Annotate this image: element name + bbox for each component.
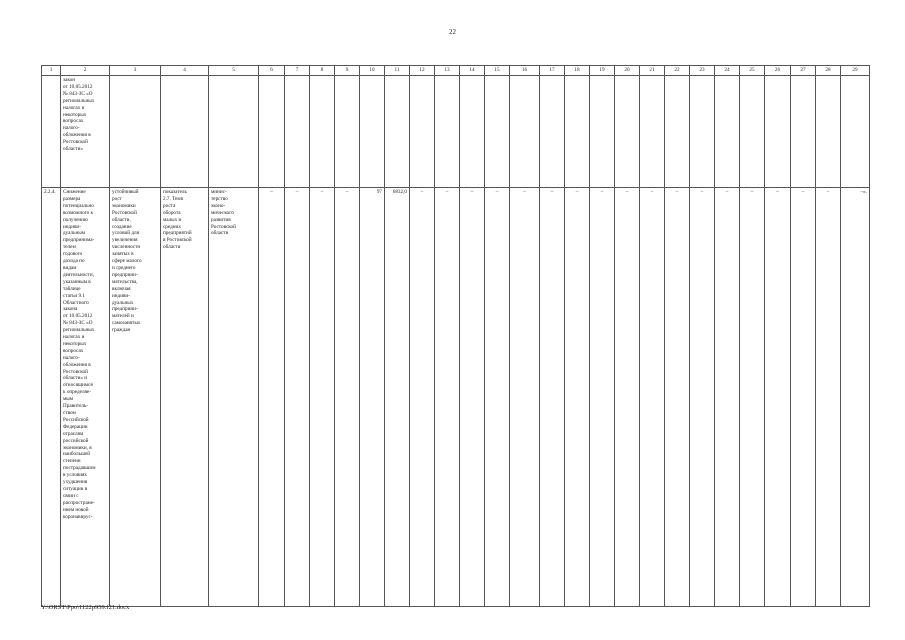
column-header-29: 29 bbox=[841, 66, 870, 76]
value-c20: – bbox=[615, 188, 640, 607]
cell-text-line: самозанятых bbox=[112, 320, 141, 327]
cell-text-line: предприни- bbox=[112, 306, 138, 313]
cell-text-line: индиви- bbox=[63, 223, 81, 230]
column-header-28: 28 bbox=[816, 66, 841, 76]
cell-text-line: обложения в bbox=[63, 132, 91, 139]
column-header-17: 17 bbox=[540, 66, 565, 76]
column-header-4: 4 bbox=[161, 66, 209, 76]
cell-text-line: некоторых bbox=[63, 340, 87, 347]
page-number: 22 bbox=[449, 28, 456, 36]
cell-text-line: распростране- bbox=[63, 499, 95, 506]
cell-text-line: от 10.05.2012 bbox=[63, 313, 93, 320]
cell-text-line: размера bbox=[63, 195, 81, 202]
cell-text-line: вопросах bbox=[63, 118, 84, 125]
cell-text-line: Ростовской bbox=[112, 209, 137, 216]
column-header-22: 22 bbox=[665, 66, 690, 76]
value-c29: –». bbox=[841, 188, 870, 607]
cell-text-line: статьи 9.1 bbox=[63, 292, 85, 299]
cell-text-line: региональных bbox=[63, 327, 95, 334]
cell-text-line: налого- bbox=[63, 125, 80, 132]
value-c27: – bbox=[791, 188, 816, 607]
cell-text-line: № 843-ЗС «О bbox=[63, 320, 93, 327]
cell-text-line: коронавирус- bbox=[63, 513, 93, 520]
value-c8: – bbox=[310, 188, 335, 607]
cell-text-line: оборота bbox=[163, 209, 181, 216]
value-c22: – bbox=[665, 188, 690, 607]
cell-text-line: области bbox=[163, 244, 181, 251]
cell-text-line: обложения в bbox=[63, 361, 91, 368]
value-c16: – bbox=[510, 188, 540, 607]
value-c19: – bbox=[590, 188, 615, 607]
cell-text-line: занятых в bbox=[112, 251, 134, 258]
cont-cell-3 bbox=[110, 76, 161, 188]
cell-text-line: налогах и bbox=[63, 104, 85, 111]
measure-name-cell bbox=[61, 188, 110, 607]
cell-text-line: вопросах bbox=[63, 347, 84, 354]
value-c26: – bbox=[765, 188, 791, 607]
table-row bbox=[42, 188, 870, 607]
cont-cell-2 bbox=[61, 76, 110, 188]
cell-text-line: таблице bbox=[63, 285, 81, 292]
cell-text-line: Снижение bbox=[63, 189, 86, 195]
cell-text-line: мателей и bbox=[112, 313, 134, 320]
column-header-1: 1 bbox=[42, 66, 61, 76]
header-row bbox=[42, 66, 870, 76]
column-header-12: 12 bbox=[410, 66, 435, 76]
cell-text-line: Российской bbox=[63, 416, 89, 423]
cell-text-line: предприни- bbox=[112, 271, 138, 278]
cell-text-line: увеличения bbox=[112, 237, 138, 244]
column-header-9: 9 bbox=[335, 66, 360, 76]
cell-text-line: дуальным bbox=[63, 230, 86, 237]
cell-text-line: мым bbox=[63, 396, 74, 403]
cell-text-line: эконо- bbox=[211, 202, 226, 209]
column-header-23: 23 bbox=[690, 66, 715, 76]
cell-text-line: 2.7. Темп bbox=[163, 195, 184, 202]
cell-text-line: региональных bbox=[63, 97, 95, 104]
cell-text-line: предпринима- bbox=[63, 237, 95, 244]
cell-text-line: ситуации в bbox=[63, 485, 88, 492]
cell-text-line: степени bbox=[63, 458, 81, 465]
value-c17: – bbox=[540, 188, 565, 607]
cell-text-line: указанным в bbox=[63, 278, 91, 285]
cell-text-line: некоторых bbox=[63, 111, 87, 118]
column-header-25: 25 bbox=[740, 66, 765, 76]
column-header-16: 16 bbox=[510, 66, 540, 76]
cell-text-line: Правитель- bbox=[63, 403, 89, 410]
column-header-14: 14 bbox=[460, 66, 485, 76]
cell-text-line: Областного bbox=[63, 299, 89, 306]
cell-text-line: предприятий bbox=[163, 230, 192, 237]
value-c14: – bbox=[460, 188, 485, 607]
value-c18: – bbox=[565, 188, 590, 607]
column-header-11: 11 bbox=[385, 66, 410, 76]
cell-text-line: налогах и bbox=[63, 334, 85, 341]
value-c15: – bbox=[485, 188, 510, 607]
cell-text-line: численности bbox=[112, 244, 141, 251]
column-header-15: 15 bbox=[485, 66, 510, 76]
column-header-2: 2 bbox=[61, 66, 110, 76]
column-header-5: 5 bbox=[209, 66, 259, 76]
cell-text-line: закон bbox=[63, 77, 75, 83]
cell-text-line: возможного к bbox=[63, 209, 94, 216]
cell-text-line: № 843-ЗС «О bbox=[63, 90, 93, 97]
column-header-3: 3 bbox=[110, 66, 161, 76]
cell-text-line: мательства, bbox=[112, 278, 138, 285]
cell-text-line: относящимся bbox=[63, 382, 93, 389]
column-header-13: 13 bbox=[435, 66, 460, 76]
cell-text-line: пострадавшим bbox=[63, 465, 96, 472]
cell-text-line: к определяе- bbox=[63, 389, 91, 396]
cell-text-line: от 10.05.2012 bbox=[63, 83, 93, 90]
continuation-row bbox=[42, 76, 870, 188]
cell-text-line: и среднего bbox=[112, 264, 136, 271]
cell-text-line: условий для bbox=[112, 230, 139, 237]
cell-text-line: Ростовской bbox=[211, 223, 236, 230]
column-header-24: 24 bbox=[715, 66, 740, 76]
column-header-7: 7 bbox=[285, 66, 310, 76]
cell-text-line: Федерации bbox=[63, 423, 88, 430]
value-c9: – bbox=[335, 188, 360, 607]
cell-text-line: создание bbox=[112, 223, 132, 230]
cell-text-line: включая bbox=[112, 285, 131, 292]
cell-text-line: развития bbox=[211, 216, 231, 223]
cell-text-line: минис- bbox=[211, 189, 227, 195]
cell-text-line: показатель bbox=[163, 189, 187, 195]
column-header-21: 21 bbox=[640, 66, 665, 76]
value-c23: – bbox=[690, 188, 715, 607]
value-c7: – bbox=[285, 188, 310, 607]
value-c24: – bbox=[715, 188, 740, 607]
cell-text-line: видам bbox=[63, 264, 77, 271]
goal-cell bbox=[110, 188, 161, 607]
data-table bbox=[41, 65, 870, 607]
cell-text-line: средних bbox=[163, 223, 181, 230]
cell-text-line: ством bbox=[63, 410, 76, 416]
indicator-cell bbox=[161, 188, 209, 607]
value-c13: – bbox=[435, 188, 460, 607]
value-c28: – bbox=[816, 188, 841, 607]
cell-text-line: экономики, в bbox=[63, 444, 92, 451]
column-header-6: 6 bbox=[259, 66, 285, 76]
cont-cell-1 bbox=[42, 76, 61, 188]
cell-text-line: телем bbox=[63, 244, 76, 251]
cell-text-line: роста bbox=[163, 202, 176, 209]
cell-text-line: российской bbox=[63, 437, 89, 444]
cell-text-line: закона bbox=[63, 306, 78, 313]
column-header-10: 10 bbox=[360, 66, 385, 76]
value-c11: 6832,0 bbox=[385, 188, 410, 607]
row-number: 2.2.4. bbox=[42, 188, 61, 607]
column-header-26: 26 bbox=[765, 66, 791, 76]
column-header-27: 27 bbox=[791, 66, 816, 76]
cell-text-line: малых и bbox=[163, 216, 182, 223]
cell-text-line: индиви- bbox=[112, 292, 130, 299]
cell-text-line: отраслям bbox=[63, 430, 84, 437]
cell-text-line: Ростовской bbox=[63, 368, 88, 375]
cell-text-line: связи с bbox=[63, 492, 79, 499]
cell-text-line: экономики bbox=[112, 202, 136, 209]
cell-text-line: области bbox=[211, 230, 229, 237]
column-header-19: 19 bbox=[590, 66, 615, 76]
cell-text-line: Ростовской bbox=[63, 139, 88, 146]
cont-cell-5 bbox=[209, 76, 259, 188]
column-header-18: 18 bbox=[565, 66, 590, 76]
value-c25: – bbox=[740, 188, 765, 607]
file-path-footer: Y:\ORST\Ppo\1122p959.f21.docx bbox=[41, 604, 130, 611]
cell-text-line: деятельности, bbox=[63, 271, 94, 278]
cell-text-line: потенциально bbox=[63, 202, 94, 209]
value-c21: – bbox=[640, 188, 665, 607]
cell-text-line: ухудшения bbox=[63, 479, 88, 486]
cell-text-line: граждан bbox=[112, 327, 131, 334]
column-header-20: 20 bbox=[615, 66, 640, 76]
cell-text-line: годового bbox=[63, 251, 83, 258]
cell-text-line: дохода по bbox=[63, 258, 85, 265]
cell-text-line: мического bbox=[211, 209, 234, 216]
cell-text-line: рост bbox=[112, 195, 122, 202]
cell-text-line: налого- bbox=[63, 354, 80, 361]
cell-text-line: устойчивый bbox=[112, 189, 139, 195]
cell-text-line: наибольшей bbox=[63, 451, 91, 458]
cell-text-line: дуальных bbox=[112, 299, 134, 306]
cell-text-line: области» и bbox=[63, 375, 88, 382]
cell-text-line: области, bbox=[112, 216, 131, 223]
cell-text-line: в Ростовской bbox=[163, 237, 192, 244]
cell-text-line: получению bbox=[63, 216, 88, 223]
cell-text-line: нием новой bbox=[63, 506, 89, 513]
cell-text-line: в условиях bbox=[63, 472, 88, 479]
value-c12: – bbox=[410, 188, 435, 607]
value-c10: 97 bbox=[360, 188, 385, 607]
cell-text-line: сфере малого bbox=[112, 258, 142, 265]
cont-cell-4 bbox=[161, 76, 209, 188]
curator-cell bbox=[209, 188, 259, 607]
cell-text-line: области» bbox=[63, 146, 83, 153]
column-header-8: 8 bbox=[310, 66, 335, 76]
cell-text-line: терство bbox=[211, 195, 228, 202]
value-c6: – bbox=[259, 188, 285, 607]
